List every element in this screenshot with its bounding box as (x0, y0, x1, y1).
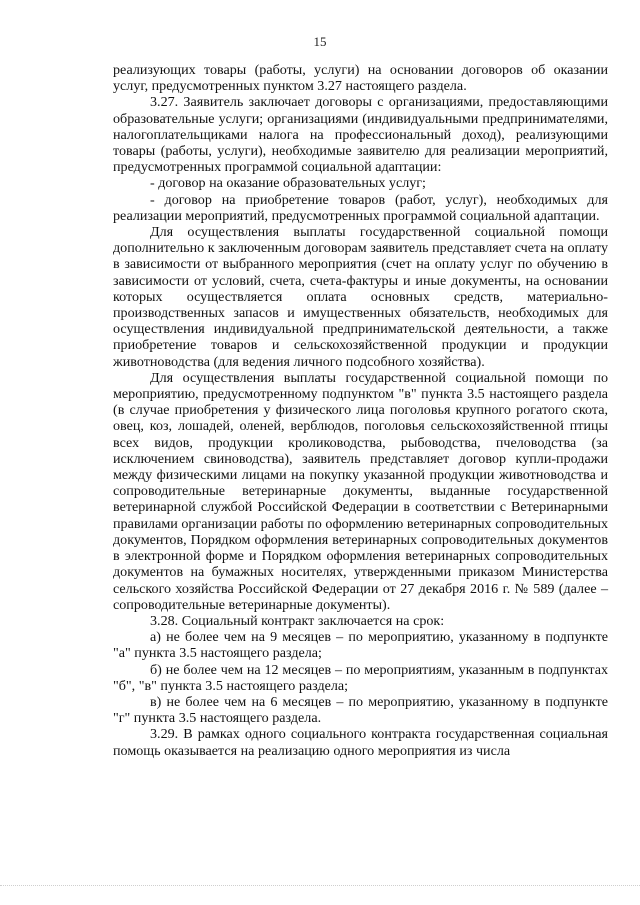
scan-edge-noise (0, 885, 640, 890)
paragraph-livestock-purchase: Для осуществления выплаты государственной социальной помощи по мероприятию, предусмотренному подпунктом "в" пункта 3.5 настоящего раздела (в случае приобретения у физического лица поголовья крупного рогатого скота, овец, коз, лошадей, оленей, верблюдов, поголовья сельскохозяйственной птицы всех видов, продукции кролиководства, рыбоводства, пчеловодства (за исключением свиноводства), заявитель представляет договор купли-продажи между физическими лицами на покупку указанной продукции животноводства и сопроводительные ветеринарные документы, выданные государственной ветеринарной службой Российской Федерации в соответствии с Ветеринарными правилами организации работы по оформлению ветеринарных сопроводительных документов, Порядком оформления ветеринарных сопроводительных документов в электронной форме и Порядком оформления ветеринарных сопроводительных документов на бумажных носителях, утвержденными приказом Министерства сельского хозяйства Российской Федерации от 27 декабря 2016 г. № 589 (далее – сопроводительные ветеринарные документы). (113, 369, 608, 613)
paragraph-payment-invoices: Для осуществления выплаты государственной социальной помощи дополнительно к заключенным договорам заявитель представляет счета на оплату в зависимости от выбранного мероприятия (счет на оплату услуг по обучению в зависимости от условий, счета, счета-фактуры и иные документы, на основании которых осуществляется оплата основных средств, материально-производственных запасов и имущественных обязательств, необходимых для осуществления индивидуальной предпринимательской деятельности, а также приобретение товаров и сельскохозяйственной продукции и продукции животноводства (для ведения личного подсобного хозяйства). (113, 224, 608, 370)
subitem-v: в) не более чем на 6 месяцев – по мероприятию, указанному в подпункте "г" пункта 3.5 настоящего раздела. (113, 693, 608, 727)
subitem-a: а) не более чем на 9 месяцев – по мероприятию, указанному в подпункте "а" пункта 3.5 настоящего раздела; (113, 629, 608, 662)
document-body (113, 62, 608, 759)
list-item-goods-purchase: - договор на приобретение товаров (работ, услуг), необходимых для реализации мероприятий, предусмотренных программой социальной адаптации. (113, 191, 608, 224)
paragraph-continuation: реализующих товары (работы, услуги) на основании договоров об оказании услуг, предусмотренных пунктом 3.27 настоящего раздела. (113, 62, 608, 95)
page-number: 15 (313, 34, 327, 49)
paragraph-3-28: 3.28. Социальный контракт заключается на срок: (150, 612, 445, 629)
subitem-b: б) не более чем на 12 месяцев – по мероприятиям, указанным в подпунктах "б", "в" пункта 3.5 настоящего раздела; (113, 661, 608, 694)
paragraph-3-27: 3.27. Заявитель заключает договоры с организациями, предоставляющими образовательные услуги; организациями (индивидуальными предпринимателями, налогоплательщиками налога на профессиональный доход), реализующими товары (работы, услуги), необходимые заявителю для реализации мероприятий, предусмотренных программой социальной адаптации: (113, 94, 608, 176)
list-item-educational-services: - договор на оказание образовательных услуг; (150, 175, 426, 192)
paragraph-3-29: 3.29. В рамках одного социального контракта государственная социальная помощь оказывается на реализацию одного мероприятия из числа (113, 726, 608, 759)
